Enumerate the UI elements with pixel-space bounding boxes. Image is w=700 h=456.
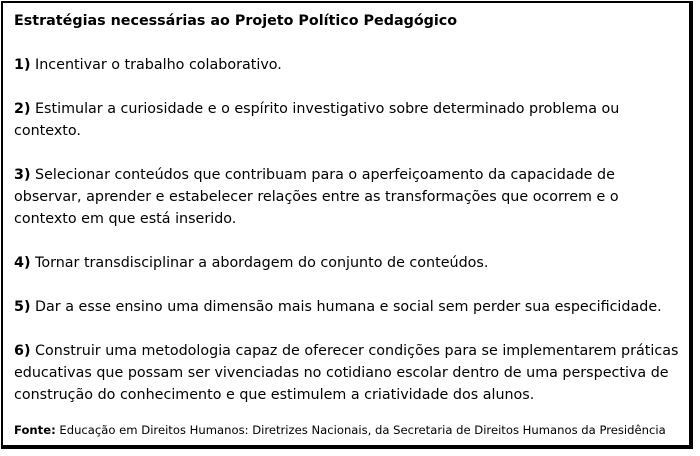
item-text: Estimular a curiosidade e o espírito investigativo sobre determinado problema ou contexto.: [14, 101, 620, 139]
source-text: Educação em Direitos Humanos: Diretrizes Nacionais, da Secretaria de Direitos Humanos da Presidência: [55, 423, 666, 437]
list-item: [14, 54, 679, 76]
list-item: [14, 340, 679, 406]
item-number: 5): [14, 299, 31, 315]
item-number: 6): [14, 343, 31, 359]
list-item: [14, 164, 679, 230]
item-number: 3): [14, 167, 31, 183]
list-item: [14, 252, 679, 274]
item-number: 2): [14, 101, 31, 117]
item-number: 1): [14, 57, 31, 73]
list-item: [14, 98, 679, 142]
item-text: Tornar transdisciplinar a abordagem do conjunto de conteúdos.: [30, 255, 489, 271]
source-citation: [14, 422, 679, 438]
document-title: Estratégias necessárias ao Projeto Político Pedagógico: [14, 13, 458, 29]
item-text: Dar a esse ensino uma dimensão mais humana e social sem perder sua especificidade.: [30, 299, 662, 315]
item-text: Selecionar conteúdos que contribuam para o aperfeiçoamento da capacidade de observar, aprender e estabelecer relações entre as transformações que ocorrem e o contexto em que está inserido.: [14, 167, 619, 227]
item-number: 4): [14, 255, 31, 271]
document-box: [1, 1, 693, 449]
list-item: [14, 296, 679, 318]
item-text: Incentivar o trabalho colaborativo.: [30, 57, 282, 73]
item-text: Construir uma metodologia capaz de oferecer condições para se implementarem práticas educativas que possam ser vivenciadas no cotidiano escolar dentro de uma perspectiva de construção do conhecimento e que estimulem a criatividade dos alunos.: [14, 343, 679, 403]
source-label: Fonte:: [14, 423, 56, 437]
